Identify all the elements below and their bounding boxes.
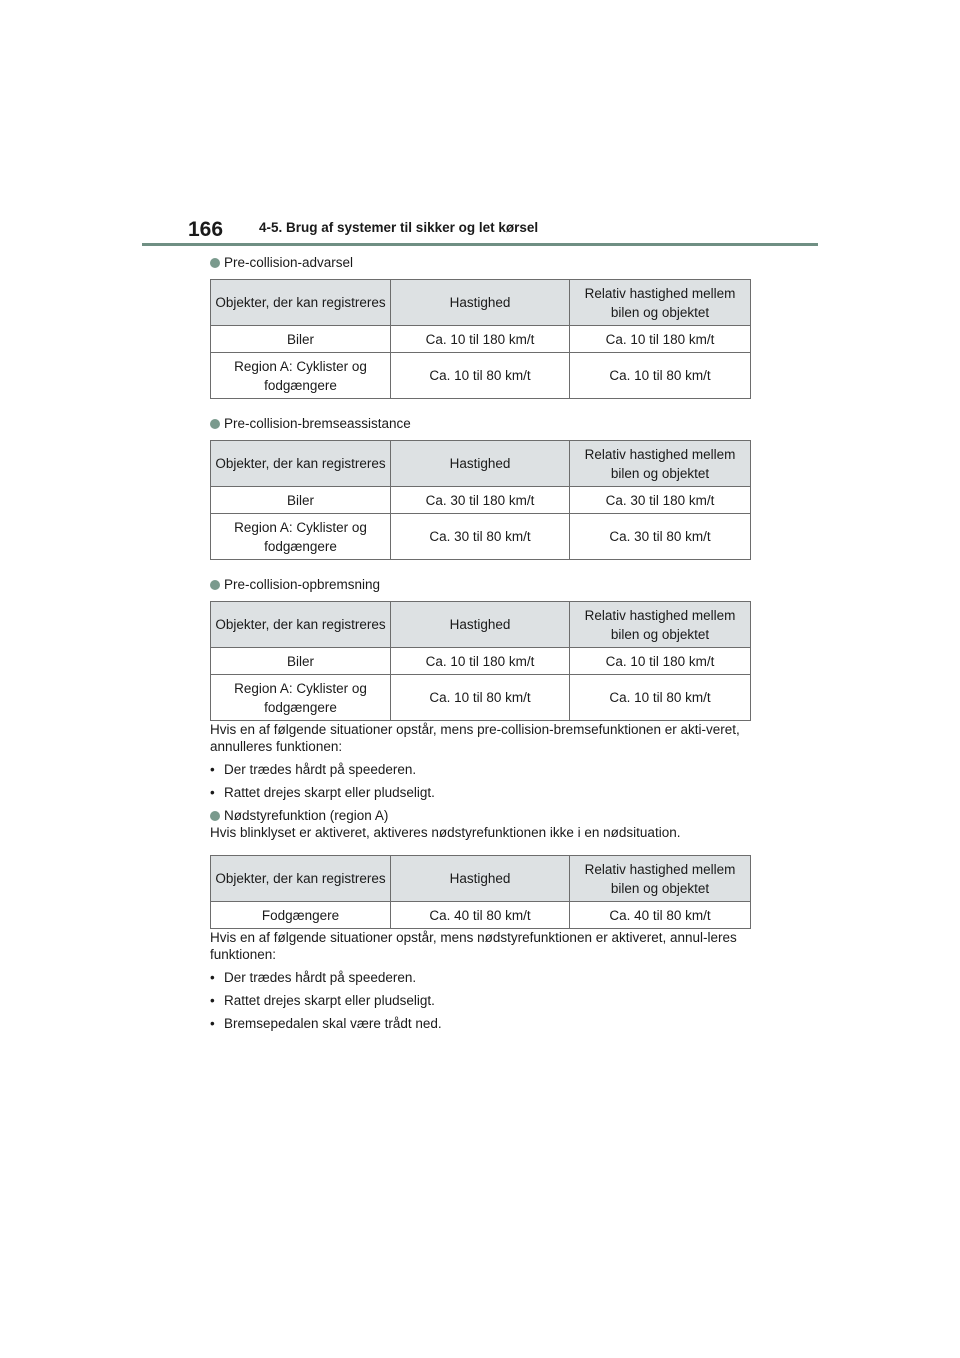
table-row [211, 514, 751, 560]
bullet-mark: • [210, 993, 215, 1008]
table-cell: Ca. 10 til 180 km/t [570, 648, 751, 675]
header-relative-speed: Relativ hastighed mellem bilen og objektet [570, 602, 751, 648]
table-cell: Ca. 30 til 180 km/t [570, 487, 751, 514]
list-item-text: Rattet drejes skarpt eller pludseligt. [224, 993, 435, 1008]
header-relative-speed: Relativ hastighed mellem bilen og objektet [570, 856, 751, 902]
list-item [210, 992, 750, 1009]
emergency-note: Hvis blinklyset er aktiveret, aktiveres nødstyrefunktionen ikke i en nødsituation. [210, 825, 681, 840]
cancel-intro: Hvis en af følgende situationer opstår, mens nødstyrefunktionen er aktiveret, annul-leres funktionen: [210, 930, 737, 962]
list-item-text: Rattet drejes skarpt eller pludseligt. [224, 785, 435, 800]
table-row [211, 675, 751, 721]
table-row [211, 487, 751, 514]
header-relative-speed: Relativ hastighed mellem bilen og objektet [570, 441, 751, 487]
spec-table [210, 855, 751, 929]
header-rule [142, 243, 818, 246]
table-row [211, 648, 751, 675]
section-title: Nødstyrefunktion (region A) [224, 808, 389, 823]
list-item [210, 1015, 750, 1032]
table-cell: Ca. 10 til 80 km/t [570, 353, 751, 399]
table-cell: Biler [211, 648, 391, 675]
table-cell: Ca. 10 til 180 km/t [391, 326, 570, 353]
cancel-intro: Hvis en af følgende situationer opstår, mens pre-collision-bremsefunktionen er akti-veret, annulleres funktionen: [210, 722, 740, 754]
table-cell: Ca. 10 til 180 km/t [391, 648, 570, 675]
spec-table [210, 440, 751, 560]
table-cell: Biler [211, 326, 391, 353]
list-item-text: Der trædes hårdt på speederen. [224, 970, 417, 985]
section-heading [210, 415, 750, 432]
header-speed: Hastighed [391, 856, 570, 902]
table-row [211, 902, 751, 929]
spec-table [210, 279, 751, 399]
table-cell: Ca. 40 til 80 km/t [570, 902, 751, 929]
bullet-mark: • [210, 1016, 215, 1031]
table-cell: Ca. 10 til 180 km/t [570, 326, 751, 353]
section-title: Pre-collision-bremseassistance [224, 416, 411, 431]
chapter-title: 4-5. Brug af systemer til sikker og let kørsel [259, 220, 539, 235]
table-cell: Ca. 10 til 80 km/t [391, 675, 570, 721]
spec-table [210, 601, 751, 721]
section-title: Pre-collision-advarsel [224, 255, 354, 270]
header-objects: Objekter, der kan registreres [211, 856, 391, 902]
bullet-mark: • [210, 970, 215, 985]
table-cell: Ca. 30 til 80 km/t [391, 514, 570, 560]
page-content [210, 254, 750, 1032]
table-cell: Region A: Cyklister og fodgængere [211, 675, 391, 721]
header-objects: Objekter, der kan registreres [211, 441, 391, 487]
header-objects: Objekter, der kan registreres [211, 280, 391, 326]
section-heading [210, 254, 750, 271]
list-item [210, 784, 750, 801]
table-cell: Fodgængere [211, 902, 391, 929]
bullet-icon [210, 258, 220, 268]
table-row [211, 326, 751, 353]
section-heading [210, 576, 750, 593]
section-heading [210, 807, 750, 824]
bullet-icon [210, 419, 220, 429]
list-item-text: Bremsepedalen skal være trådt ned. [224, 1016, 442, 1031]
table-cell: Ca. 10 til 80 km/t [570, 675, 751, 721]
bullet-mark: • [210, 785, 215, 800]
table-row [211, 353, 751, 399]
list-item-text: Der trædes hårdt på speederen. [224, 762, 417, 777]
table-cell: Region A: Cyklister og fodgængere [211, 353, 391, 399]
list-item [210, 969, 750, 986]
header-speed: Hastighed [391, 441, 570, 487]
header-speed: Hastighed [391, 602, 570, 648]
table-cell: Ca. 30 til 80 km/t [570, 514, 751, 560]
bullet-mark: • [210, 762, 215, 777]
table-cell: Region A: Cyklister og fodgængere [211, 514, 391, 560]
table-cell: Ca. 10 til 80 km/t [391, 353, 570, 399]
table-cell: Biler [211, 487, 391, 514]
table-cell: Ca. 40 til 80 km/t [391, 902, 570, 929]
list-item [210, 761, 750, 778]
bullet-icon [210, 811, 220, 821]
page-header [142, 212, 818, 246]
table-cell: Ca. 30 til 180 km/t [391, 487, 570, 514]
header-speed: Hastighed [391, 280, 570, 326]
section-title: Pre-collision-opbremsning [224, 577, 381, 592]
bullet-icon [210, 580, 220, 590]
header-objects: Objekter, der kan registreres [211, 602, 391, 648]
page-number: 166 [188, 218, 224, 241]
header-relative-speed: Relativ hastighed mellem bilen og objektet [570, 280, 751, 326]
